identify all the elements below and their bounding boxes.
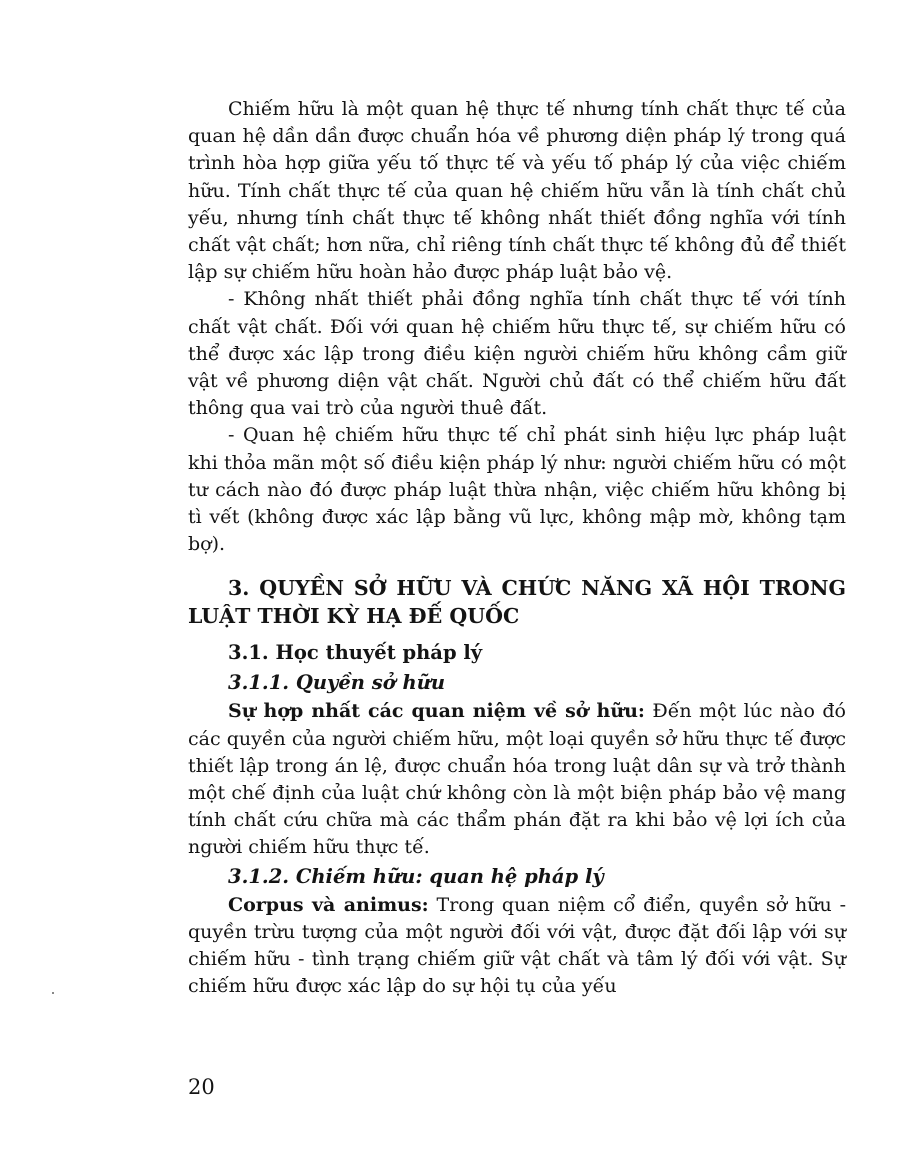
paragraph-not-material: - Không nhất thiết phải đồng nghĩa tính chất thực tế với tính chất vật chất. Đối với quan hệ chiếm hữu thực tế, sự chiếm hữu có thể được xác lập trong điều kiện người chiếm hữu không cầm giữ vật về phương diện vật chất. Người chủ đất có thể chiếm hữu đất thông qua vai trò của người thuê đất. [188,288,846,420]
scan-artifact [52,992,54,994]
paragraph-possession-intro: Chiếm hữu là một quan hệ thực tế nhưng tính chất thực tế của quan hệ dần dần được chuẩn hóa về phương diện pháp lý trong quá trình hòa hợp giữa yếu tố thực tế và yếu tố pháp lý của việc chiếm hữu. Tính chất thực tế của quan hệ chiếm hữu vẫn là tính chất chủ yếu, nhưng tính chất thực tế không nhất thiết đồng nghĩa với tính chất vật chất; hơn nữa, chỉ riêng tính chất thực tế không đủ để thiết lập sự chiếm hữu hoàn hảo được pháp luật bảo vệ. [188,98,847,284]
paragraph-legal-conditions: - Quan hệ chiếm hữu thực tế chỉ phát sinh hiệu lực pháp luật khi thỏa mãn một số điều kiện pháp lý như: người chiếm hữu có một tư cách nào đó được pháp luật thừa nhận, việc chiếm hữu không bị tì vết (không được xác lập bằng vũ lực, không mập mờ, không tạm bợ). [188,424,846,556]
paragraph-text-consolidation: Đến một lúc nào đó các quyền của người chiếm hữu, một loại quyền sở hữu thực tế được thiết lập trong án lệ, được chuẩn hóa trong luật dân sự và trở thành một chế định của luật chứ không còn là một biện pháp bảo vệ mang tính chất cứu chữa mà các thẩm phán đặt ra khi bảo vệ lợi ích của người chiếm hữu thực tế. [188,700,846,859]
page-body [188,96,846,1000]
paragraph-corpus-animus [188,892,846,1001]
paragraph-lead-consolidation: Sự hợp nhất các quan niệm về sở hữu: [228,700,645,723]
paragraph-lead-corpus: Corpus và animus: [228,893,429,916]
page-number: 20 [188,1075,215,1099]
subsubsection-heading-ownership: 3.1.1. Quyền sở hữu [228,671,446,695]
section-heading: 3. QUYỀN SỞ HỮU VÀ CHỨC NĂNG XÃ HỘI TRONG LUẬT THỜI KỲ HẠ ĐẾ QUỐC [188,576,846,629]
paragraph-consolidation [188,698,846,861]
subsection-heading: 3.1. Học thuyết pháp lý [228,641,483,665]
subsubsection-heading-possession: 3.1.2. Chiếm hữu: quan hệ pháp lý [228,864,604,888]
paragraph-text-corpus: Trong quan niệm cổ điển, quyền sở hữu - quyền trừu tượng của một người đối với vật, được đặt đối lập với sự chiếm hữu - tình trạng chiếm giữ vật chất và tâm lý đối với vật. Sự chiếm hữu được xác lập do sự hội tụ của yếu [188,893,846,998]
